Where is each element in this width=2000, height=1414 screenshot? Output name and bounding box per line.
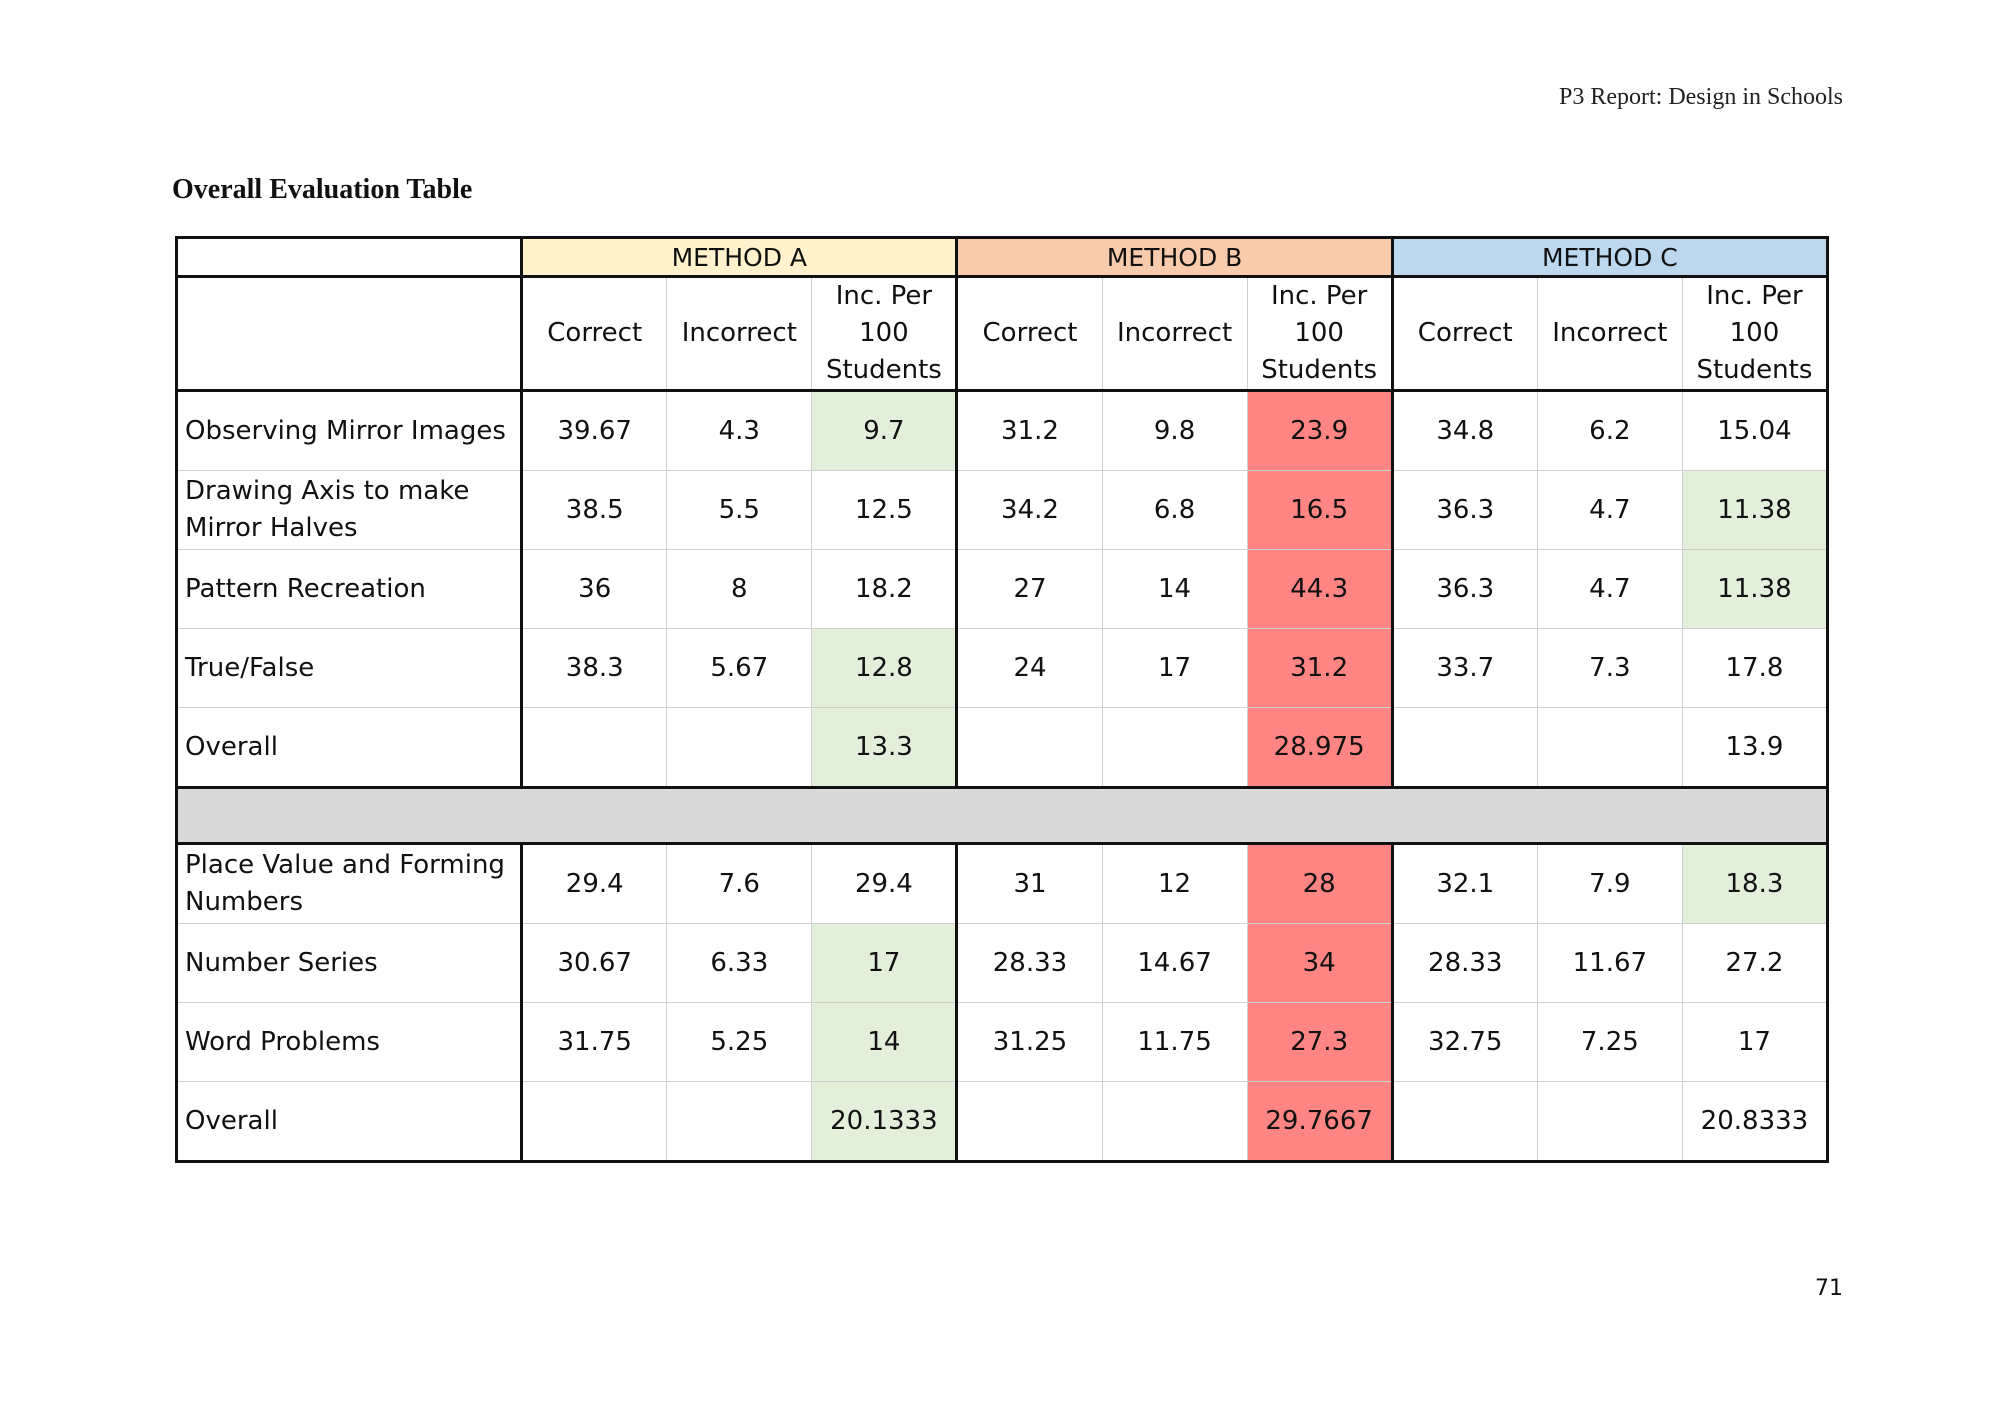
- table-cell: 12: [1102, 844, 1247, 924]
- table-cell: 31.2: [957, 391, 1102, 471]
- table-cell: 9.7: [812, 391, 957, 471]
- table-cell: 27.2: [1682, 924, 1827, 1003]
- method-b-header: METHOD B: [957, 238, 1392, 277]
- section-separator-row: [177, 788, 1828, 844]
- table-cell: [667, 1082, 812, 1162]
- table-cell: [1392, 708, 1537, 788]
- table-cell: 4.7: [1537, 550, 1682, 629]
- table-row: [177, 1003, 1828, 1082]
- table-row: [177, 629, 1828, 708]
- table-cell: 6.8: [1102, 471, 1247, 550]
- table-cell: 34.8: [1392, 391, 1537, 471]
- table-cell: 14: [812, 1003, 957, 1082]
- table-cell: 33.7: [1392, 629, 1537, 708]
- method-header-row: [177, 238, 1828, 277]
- col-header-inc-per-100: Inc. Per 100 Students: [1682, 277, 1827, 391]
- table-cell: 7.6: [667, 844, 812, 924]
- row-label: Place Value and Forming Numbers: [177, 844, 522, 924]
- table-cell: 16.5: [1247, 471, 1392, 550]
- col-header-correct: Correct: [522, 277, 667, 391]
- table-cell: 11.67: [1537, 924, 1682, 1003]
- page-number: 71: [1815, 1276, 1843, 1301]
- table-cell: 20.8333: [1682, 1082, 1827, 1162]
- table-cell: 20.1333: [812, 1082, 957, 1162]
- table-row: [177, 550, 1828, 629]
- table-cell: 12.8: [812, 629, 957, 708]
- table-cell: 17.8: [1682, 629, 1827, 708]
- table-cell: 15.04: [1682, 391, 1827, 471]
- table-cell: 38.3: [522, 629, 667, 708]
- table-row: [177, 708, 1828, 788]
- table-cell: 28.33: [957, 924, 1102, 1003]
- table-cell: 24: [957, 629, 1102, 708]
- table-cell: 27: [957, 550, 1102, 629]
- table-cell: 39.67: [522, 391, 667, 471]
- table-cell: 29.4: [812, 844, 957, 924]
- table-cell: 32.1: [1392, 844, 1537, 924]
- table-cell: 31: [957, 844, 1102, 924]
- table-cell: 28: [1247, 844, 1392, 924]
- row-label: Word Problems: [177, 1003, 522, 1082]
- row-label: Number Series: [177, 924, 522, 1003]
- table-cell: 6.33: [667, 924, 812, 1003]
- table-cell: [1102, 1082, 1247, 1162]
- running-header: P3 Report: Design in Schools: [1558, 84, 1843, 110]
- table-cell: [957, 1082, 1102, 1162]
- col-header-correct: Correct: [957, 277, 1102, 391]
- table-cell: 34: [1247, 924, 1392, 1003]
- table-cell: 11.38: [1682, 550, 1827, 629]
- table-cell: 31.75: [522, 1003, 667, 1082]
- corner-cell: [177, 238, 522, 277]
- table-cell: 34.2: [957, 471, 1102, 550]
- table-cell: 31.2: [1247, 629, 1392, 708]
- row-label: Overall: [177, 1082, 522, 1162]
- evaluation-table: [175, 236, 1829, 1163]
- col-header-incorrect: Incorrect: [1102, 277, 1247, 391]
- table-cell: 29.4: [522, 844, 667, 924]
- table-cell: 12.5: [812, 471, 957, 550]
- method-c-header: METHOD C: [1392, 238, 1827, 277]
- method-a-header: METHOD A: [522, 238, 957, 277]
- table-cell: 13.9: [1682, 708, 1827, 788]
- table-cell: [957, 708, 1102, 788]
- table-cell: [1537, 708, 1682, 788]
- table-cell: 13.3: [812, 708, 957, 788]
- table-cell: 7.3: [1537, 629, 1682, 708]
- table-cell: 32.75: [1392, 1003, 1537, 1082]
- table-cell: 28.33: [1392, 924, 1537, 1003]
- table-cell: 8: [667, 550, 812, 629]
- table-cell: [1102, 708, 1247, 788]
- table-cell: 5.67: [667, 629, 812, 708]
- col-header-inc-per-100: Inc. Per 100 Students: [812, 277, 957, 391]
- table-cell: 5.25: [667, 1003, 812, 1082]
- section-separator: [177, 788, 1828, 844]
- table-row: [177, 844, 1828, 924]
- row-label-header: [177, 277, 522, 391]
- table-cell: 30.67: [522, 924, 667, 1003]
- table-cell: [522, 708, 667, 788]
- table-cell: 11.38: [1682, 471, 1827, 550]
- row-label: Overall: [177, 708, 522, 788]
- table-cell: 6.2: [1537, 391, 1682, 471]
- table-cell: 44.3: [1247, 550, 1392, 629]
- table-row: [177, 1082, 1828, 1162]
- table-cell: 11.75: [1102, 1003, 1247, 1082]
- table-cell: 7.25: [1537, 1003, 1682, 1082]
- table-cell: 4.7: [1537, 471, 1682, 550]
- table-cell: 31.25: [957, 1003, 1102, 1082]
- table-cell: [1537, 1082, 1682, 1162]
- table-cell: 29.7667: [1247, 1082, 1392, 1162]
- row-label: Observing Mirror Images: [177, 391, 522, 471]
- table-cell: 14: [1102, 550, 1247, 629]
- column-header-row: [177, 277, 1828, 391]
- table-row: [177, 471, 1828, 550]
- table-row: [177, 391, 1828, 471]
- table-cell: 36.3: [1392, 550, 1537, 629]
- table-cell: 18.2: [812, 550, 957, 629]
- table-cell: 7.9: [1537, 844, 1682, 924]
- row-label: Drawing Axis to make Mirror Halves: [177, 471, 522, 550]
- table-cell: 27.3: [1247, 1003, 1392, 1082]
- col-header-incorrect: Incorrect: [1537, 277, 1682, 391]
- table-cell: 14.67: [1102, 924, 1247, 1003]
- col-header-incorrect: Incorrect: [667, 277, 812, 391]
- table-cell: 4.3: [667, 391, 812, 471]
- section-title: Overall Evaluation Table: [172, 174, 473, 205]
- table-cell: [667, 708, 812, 788]
- row-label: Pattern Recreation: [177, 550, 522, 629]
- row-label: True/False: [177, 629, 522, 708]
- table-cell: 17: [1682, 1003, 1827, 1082]
- table-cell: 36: [522, 550, 667, 629]
- table-cell: 36.3: [1392, 471, 1537, 550]
- table-cell: 18.3: [1682, 844, 1827, 924]
- table-cell: 5.5: [667, 471, 812, 550]
- table-cell: 9.8: [1102, 391, 1247, 471]
- table-cell: 17: [1102, 629, 1247, 708]
- table-row: [177, 924, 1828, 1003]
- table-cell: 17: [812, 924, 957, 1003]
- table-cell: [1392, 1082, 1537, 1162]
- table-cell: 28.975: [1247, 708, 1392, 788]
- table-cell: 23.9: [1247, 391, 1392, 471]
- table-cell: [522, 1082, 667, 1162]
- col-header-correct: Correct: [1392, 277, 1537, 391]
- col-header-inc-per-100: Inc. Per 100 Students: [1247, 277, 1392, 391]
- table-cell: 38.5: [522, 471, 667, 550]
